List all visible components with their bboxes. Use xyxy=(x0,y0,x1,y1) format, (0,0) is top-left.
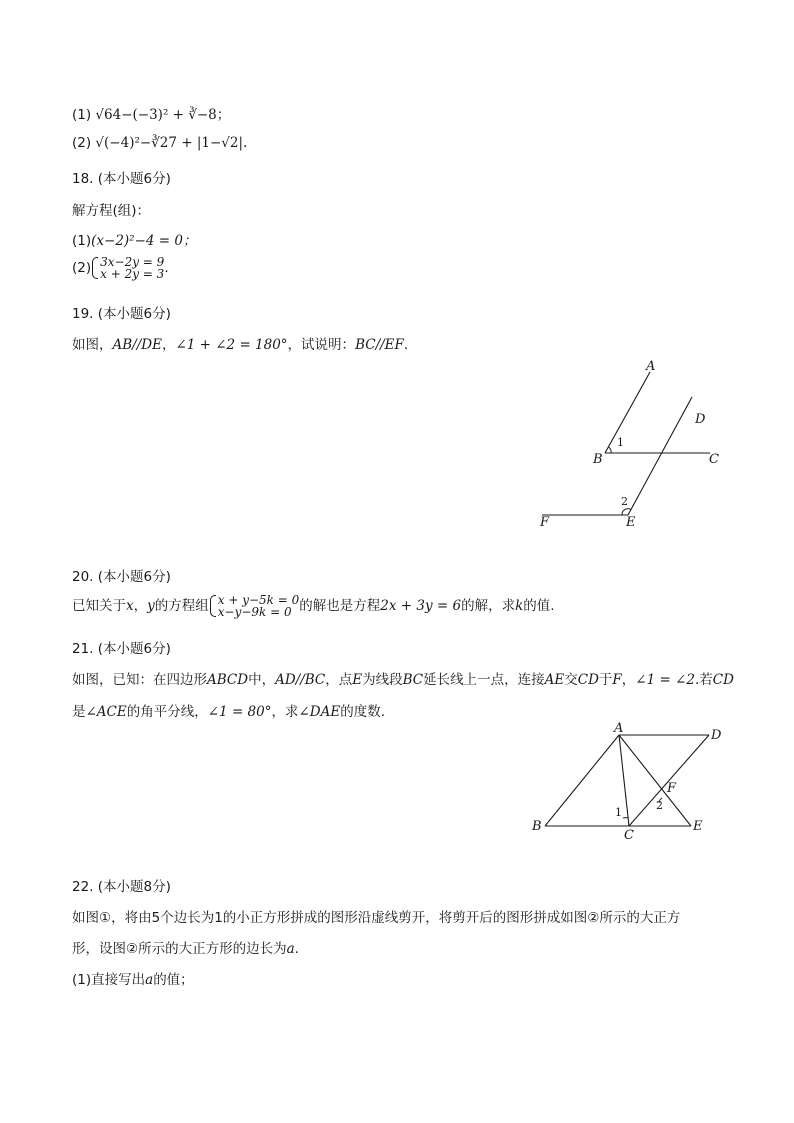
q20-text-d: 的解，求 xyxy=(461,598,516,614)
q22-line2a: 形，设图②所示的大正方形的边长为 xyxy=(72,941,287,957)
q20-eq2: x−y−9k = 0 xyxy=(217,605,292,619)
q21-l1-4: ，点 xyxy=(325,672,353,688)
q17-part2-label: (2) xyxy=(72,135,92,151)
q21-l1-8: 延长线上一点，连接 xyxy=(423,672,545,688)
q20-math-eq: 2x + 3y = 6 xyxy=(380,598,462,614)
q19-label-f: F xyxy=(540,515,550,530)
q21-l2-3: ∠1 = 80° xyxy=(207,704,272,720)
q21-line1 xyxy=(72,668,734,688)
q21-l1-12: 于 xyxy=(598,672,613,688)
q17-part2 xyxy=(72,135,247,151)
q19-angle1-arc xyxy=(609,447,612,453)
q21-l1-0: 如图，已知：在四边形 xyxy=(72,672,207,688)
q20-text-e: 的值. xyxy=(523,598,555,614)
q19-label-c: C xyxy=(709,452,719,467)
q21-l1-9: AE xyxy=(544,672,565,688)
q22-header: 22. (本小题8分) xyxy=(72,879,171,895)
q21-l1-7: BC xyxy=(402,672,424,688)
q22-part1a: (1)直接写出 xyxy=(72,972,146,988)
q21-l2-2: 的角平分线， xyxy=(126,704,208,720)
q18-header: 18. (本小题6分) xyxy=(72,171,171,187)
q19-question xyxy=(72,333,408,353)
q20-text-a: 已知关于 xyxy=(72,598,126,614)
q20-text-b: 的方程组 xyxy=(154,598,209,614)
q21-l1-15: ∠1 = ∠2 xyxy=(635,672,695,688)
q22-part1 xyxy=(72,968,194,988)
q17-part1-expr: √64−(−3)² + ∛−8； xyxy=(95,107,231,123)
q21-l2-0: 是 xyxy=(72,704,86,720)
q21-line-ab xyxy=(545,735,619,826)
q21-l1-3: AD//BC xyxy=(275,672,326,688)
q19-label-2: 2 xyxy=(621,495,628,508)
q20-system xyxy=(209,594,300,618)
q19-line-ab xyxy=(605,372,650,453)
q20-eq1: x + y−5k = 0 xyxy=(217,593,300,607)
q17-part1-label: (1) xyxy=(72,107,92,123)
q21-l1-6: 为线段 xyxy=(362,672,403,688)
q20-header: 20. (本小题6分) xyxy=(72,569,171,585)
q19-text-d: . xyxy=(403,337,409,353)
q19-text-a: 如图， xyxy=(72,337,113,353)
q21-l1-13: F xyxy=(612,672,622,688)
q21-l2-1: ∠ACE xyxy=(85,704,127,720)
q19-label-e: E xyxy=(626,515,636,530)
q18-part2 xyxy=(72,256,169,280)
q21-l1-16: .若 xyxy=(694,672,713,688)
q21-l1-10: 交 xyxy=(564,672,578,688)
q21-l1-14: ， xyxy=(621,672,636,688)
q19-label-a: A xyxy=(646,359,656,374)
q21-l1-1: ABCD xyxy=(207,672,249,688)
q21-figure xyxy=(525,718,735,848)
q19-header: 19. (本小题6分) xyxy=(72,306,171,322)
q20-question xyxy=(72,594,555,618)
q18-part2-label: (2) xyxy=(72,260,92,276)
q21-label-b: B xyxy=(532,819,542,834)
q21-label-2: 2 xyxy=(656,799,663,812)
q21-l1-5: E xyxy=(352,672,363,688)
q21-header: 21. (本小题6分) xyxy=(72,641,171,657)
q18-instruction: 解方程(组)： xyxy=(72,203,151,219)
q20-math-y: y xyxy=(147,598,155,614)
q21-label-c: C xyxy=(624,828,634,843)
q22-part1b: 的值； xyxy=(153,972,194,988)
q20-math-k: k xyxy=(515,598,524,614)
q21-label-e: E xyxy=(693,819,703,834)
q22-line2m: a xyxy=(286,941,295,957)
q20-math-x: x xyxy=(126,598,134,614)
q18-eq1: 3x−2y = 9 xyxy=(100,255,165,269)
q18-part1 xyxy=(72,229,196,249)
q19-label-b: B xyxy=(593,452,603,467)
q21-l2-5: ∠DAE xyxy=(298,704,341,720)
q17-part2-expr: √(−4)²−∛27 + |1−√2|. xyxy=(95,135,248,151)
q21-label-f: F xyxy=(667,781,677,796)
q21-l1-17: CD xyxy=(712,672,734,688)
q19-text-b: ， xyxy=(161,337,176,353)
q22-part1m: a xyxy=(145,972,154,988)
q20-comma: ， xyxy=(133,598,148,614)
q18-part1-expr: (x−2)²−4 = 0； xyxy=(91,233,197,249)
q21-label-a: A xyxy=(614,721,624,736)
q19-label-1: 1 xyxy=(617,436,624,449)
q20-text-c: 的解也是方程 xyxy=(299,598,381,614)
q17-part1 xyxy=(72,103,230,123)
q21-line-ae xyxy=(619,735,691,826)
q22-line2b: . xyxy=(294,941,299,957)
q22-line1: 如图①，将由5个边长为1的小正方形拼成的图形沿虚线剪开，将剪开后的图形拼成如图②所示的大正方 xyxy=(72,910,681,926)
q21-line2 xyxy=(72,700,385,720)
q19-line-de xyxy=(628,397,692,515)
q21-l2-4: ，求 xyxy=(271,704,299,720)
q21-l1-11: CD xyxy=(577,672,599,688)
q19-math-a: AB//DE xyxy=(112,337,162,353)
q22-line2 xyxy=(72,937,299,957)
q21-label-d: D xyxy=(711,728,722,743)
q19-math-c: BC//EF xyxy=(355,337,404,353)
q18-system xyxy=(91,256,164,280)
q21-label-1: 1 xyxy=(615,806,622,819)
q19-label-d: D xyxy=(695,412,706,427)
q18-part1-label: (1) xyxy=(72,233,92,249)
q18-eq2: x + 2y = 3 xyxy=(100,267,165,281)
q18-end: . xyxy=(164,260,169,276)
q21-l1-2: 中， xyxy=(248,672,276,688)
q19-figure xyxy=(530,355,730,535)
q21-l2-6: 的度数. xyxy=(340,704,386,720)
q19-math-b: ∠1 + ∠2 = 180° xyxy=(175,337,288,353)
q19-text-c: ，试说明： xyxy=(287,337,356,353)
